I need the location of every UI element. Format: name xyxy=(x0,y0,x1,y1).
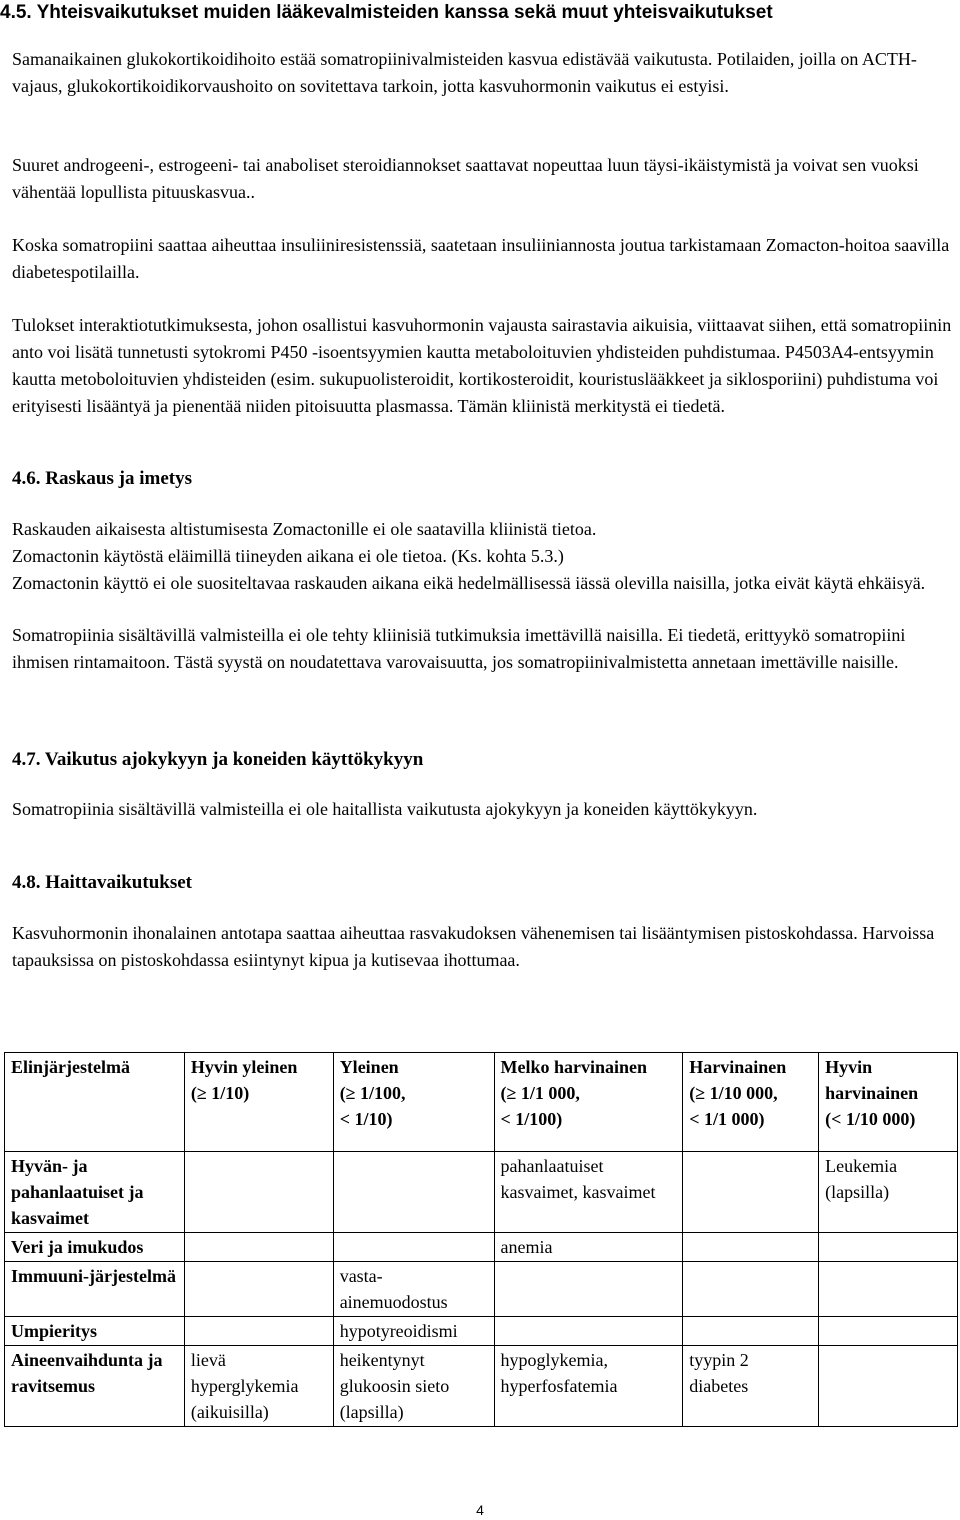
table-cell xyxy=(819,1317,958,1346)
organ-system-cell: Immuuni-järjestelmä xyxy=(5,1262,185,1317)
table-cell xyxy=(494,1262,683,1317)
header-frequency-range: (≥ 1/10) xyxy=(190,1083,250,1103)
table-header-cell xyxy=(494,1053,683,1152)
table-cell xyxy=(184,1262,333,1317)
paragraph: Koska somatropiini saattaa aiheuttaa insuliiniresistenssiä, saatetaan insuliiniannosta joutua tarkistamaan Zomacton-hoitoa saavilla diabetespotilailla. xyxy=(12,235,950,282)
table-header-cell xyxy=(819,1053,958,1152)
page-number: 4 xyxy=(476,1502,484,1518)
paragraph: Kasvuhormonin ihonalainen antotapa saattaa aiheuttaa rasvakudoksen vähenemisen tai lisääntymisen pistoskohdassa. Harvoissa tapauksissa on pistoskohdassa esiintynyt kipua ja kutisevaa ihottumaa. xyxy=(12,923,935,970)
section-heading-4-6: 4.6. Raskaus ja imetys xyxy=(12,468,192,489)
table-cell xyxy=(819,1262,958,1317)
table-cell: heikentynyt glukoosin sieto (lapsilla) xyxy=(333,1346,494,1427)
table-header-cell xyxy=(184,1053,333,1152)
organ-system-cell: Hyvän- ja pahanlaatuiset ja kasvaimet xyxy=(5,1152,185,1233)
table-cell xyxy=(184,1152,333,1233)
table-cell: hypotyreoidismi xyxy=(333,1317,494,1346)
organ-system-cell: Aineenvaihdunta ja ravitsemus xyxy=(5,1346,185,1427)
table-row xyxy=(5,1346,958,1427)
table-header-row xyxy=(5,1053,958,1152)
table-cell xyxy=(184,1233,333,1262)
table-cell xyxy=(819,1346,958,1427)
paragraph: Zomactonin käyttö ei ole suositeltavaa raskauden aikana eikä hedelmällisessä iässä olevilla naisilla, jotka eivät käytä ehkäisyä. xyxy=(12,573,926,593)
paragraph: Tulokset interaktiotutkimuksesta, johon osallistui kasvuhormonin vajausta sairastavia aikuisia, viittaavat siihen, että somatropiinin anto voi lisätä tunnetusti sytokromi P450 -isoentsyymien kautta metaboloituvien yhdisteiden puhdistumaa. P4503A4-entsyymin kautta metoboloituvien yhdisteiden (esim. sukupuolisteroidit, kortikosteroidit, kouristuslääkkeet ja siklosporiini) puhdistuma voi erityisesti lisääntyä ja pienentää niiden pitoisuutta plasmassa. Tämän kliinistä merkitystä ei tiedetä. xyxy=(12,315,952,416)
table-cell: anemia xyxy=(494,1233,683,1262)
paragraph: Suuret androgeeni-, estrogeeni- tai anaboliset steroidiannokset saattavat nopeuttaa luun täysi-ikäistymistä ja voivat sen vuoksi vähentää lopullista pituuskasvua.. xyxy=(12,155,919,202)
table-cell: hypoglykemia, hyperfosfatemia xyxy=(494,1346,683,1427)
table-row xyxy=(5,1317,958,1346)
header-label: Harvinainen xyxy=(689,1057,787,1077)
header-frequency-range: (≥ 1/10 000, < 1/1 000) xyxy=(689,1083,778,1129)
table-header-cell xyxy=(333,1053,494,1152)
section-heading-4-7: 4.7. Vaikutus ajokykyyn ja koneiden käyttökykyyn xyxy=(12,749,424,770)
table-row xyxy=(5,1152,958,1233)
header-frequency-range: (≥ 1/1 000, < 1/100) xyxy=(500,1083,580,1129)
table-row xyxy=(5,1233,958,1262)
header-label: Elinjärjestelmä xyxy=(11,1057,130,1077)
header-label: Melko harvinainen xyxy=(500,1057,648,1077)
paragraph: Raskauden aikaisesta altistumisesta Zomactonille ei ole saatavilla kliinistä tietoa. xyxy=(12,519,597,539)
header-label: Hyvin yleinen xyxy=(190,1057,298,1077)
paragraph: Zomactonin käytöstä eläimillä tiineyden aikana ei ole tietoa. (Ks. kohta 5.3.) xyxy=(12,546,564,566)
table-cell: lievä hyperglykemia (aikuisilla) xyxy=(184,1346,333,1427)
table-header-cell xyxy=(683,1053,819,1152)
table-cell: Leukemia (lapsilla) xyxy=(819,1152,958,1233)
table-cell xyxy=(683,1152,819,1233)
header-label: Yleinen xyxy=(339,1057,399,1077)
table-cell: tyypin 2 diabetes xyxy=(683,1346,819,1427)
table-cell xyxy=(683,1233,819,1262)
header-label: Hyvin harvinainen xyxy=(825,1057,919,1103)
paragraph: Samanaikainen glukokortikoidihoito estää somatropiinivalmisteiden kasvua edistävää vaikutusta. Potilaiden, joilla on ACTH-vajaus, glukokortikoidikorvaushoito on sovitettava tarkoin, jotta kasvuhormonin vaikutus ei estyisi. xyxy=(12,49,917,96)
table-cell xyxy=(683,1262,819,1317)
table-header-cell xyxy=(5,1053,185,1152)
table-cell: pahanlaatuiset kasvaimet, kasvaimet xyxy=(494,1152,683,1233)
paragraph: Somatropiinia sisältävillä valmisteilla ei ole haitallista vaikutusta ajokykyyn ja koneiden käyttökykyyn. xyxy=(12,799,758,819)
header-frequency-range: (< 1/10 000) xyxy=(825,1109,916,1129)
table-cell xyxy=(333,1152,494,1233)
adverse-effects-table xyxy=(4,1052,958,1427)
table-cell xyxy=(184,1317,333,1346)
paragraph: Somatropiinia sisältävillä valmisteilla ei ole tehty kliinisiä tutkimuksia imettävillä naisilla. Ei tiedetä, erittyykö somatropiini ihmisen rintamaitoon. Tästä syystä on noudatettava varovaisuutta, jos somatropiinivalmistetta annetaan imettäville naisille. xyxy=(12,625,906,672)
section-heading-4-8: 4.8. Haittavaikutukset xyxy=(12,872,192,893)
table-cell xyxy=(333,1233,494,1262)
organ-system-cell: Veri ja imukudos xyxy=(5,1233,185,1262)
table-row xyxy=(5,1262,958,1317)
table-cell xyxy=(819,1233,958,1262)
table-cell xyxy=(683,1317,819,1346)
table-cell: vasta-ainemuodostus xyxy=(333,1262,494,1317)
organ-system-cell: Umpieritys xyxy=(5,1317,185,1346)
header-frequency-range: (≥ 1/100, < 1/10) xyxy=(339,1083,406,1129)
table-cell xyxy=(494,1317,683,1346)
section-heading-4-5: 4.5. Yhteisvaikutukset muiden lääkevalmisteiden kanssa sekä muut yhteisvaikutukset xyxy=(0,2,773,23)
